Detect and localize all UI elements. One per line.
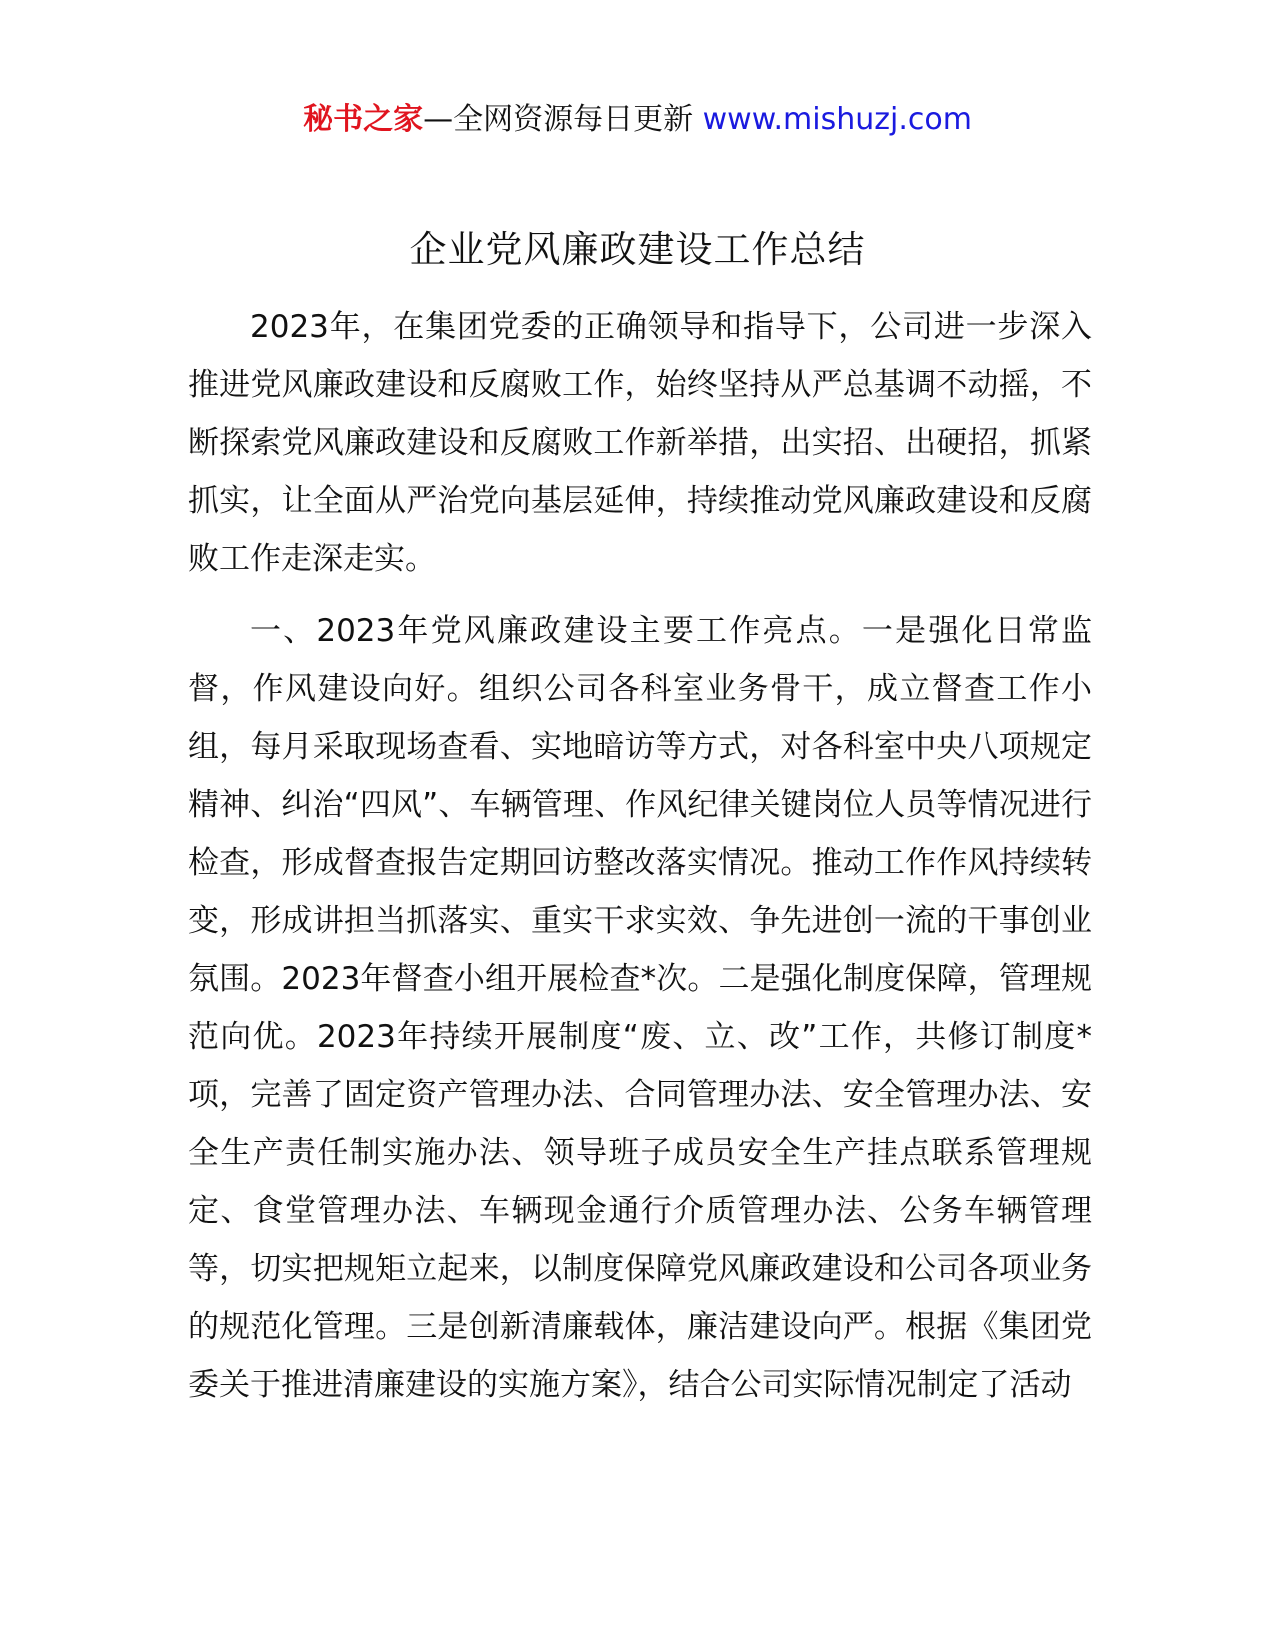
paragraph-intro: 2023年，在集团党委的正确领导和指导下，公司进一步深入推进党风廉政建设和反腐败工作，始终坚持从严总基调不动摇，不断探索党风廉政建设和反腐败工作新举措，出实招、出硬招，抓紧抓实，让全面从严治党向基层延伸，持续推动党风廉政建设和反腐败工作走深走实。: [188, 309, 1092, 577]
page-header: [0, 98, 1275, 142]
document-title: 企业党风廉政建设工作总结: [409, 228, 866, 271]
document-body: [188, 298, 1092, 1414]
paragraph-highlights: 一、2023年党风廉政建设主要工作亮点。一是强化日常监督，作风建设向好。组织公司各科室业务骨干，成立督查工作小组，每月采取现场查看、实地暗访等方式，对各科室中央八项规定精神、纠治“四风”、车辆管理、作风纪律关键岗位人员等情况进行检查，形成督查报告定期回访整改落实情况。推动工作作风持续转变，形成讲担当抓落实、重实干求实效、争先进创一流的干事创业氛围。2023年督查小组开展检查*次。二是强化制度保障，管理规范向优。2023年持续开展制度“废、立、改”工作，共修订制度*项，完善了固定资产管理办法、合同管理办法、安全管理办法、安全生产责任制实施办法、领导班子成员安全生产挂点联系管理规定、食堂管理办法、车辆现金通行介质管理办法、公务车辆管理等，切实把规矩立起来，以制度保障党风廉政建设和公司各项业务的规范化管理。三是创新清廉载体，廉洁建设向严。根据《集团党委关于推进清廉建设的实施方案》，结合公司实际情况制定了活动: [188, 613, 1092, 1403]
header-slogan: —全网资源每日更新: [423, 102, 703, 137]
brand-name: 秘书之家: [303, 102, 424, 137]
site-url-link[interactable]: www.mishuzj.com: [702, 102, 972, 137]
